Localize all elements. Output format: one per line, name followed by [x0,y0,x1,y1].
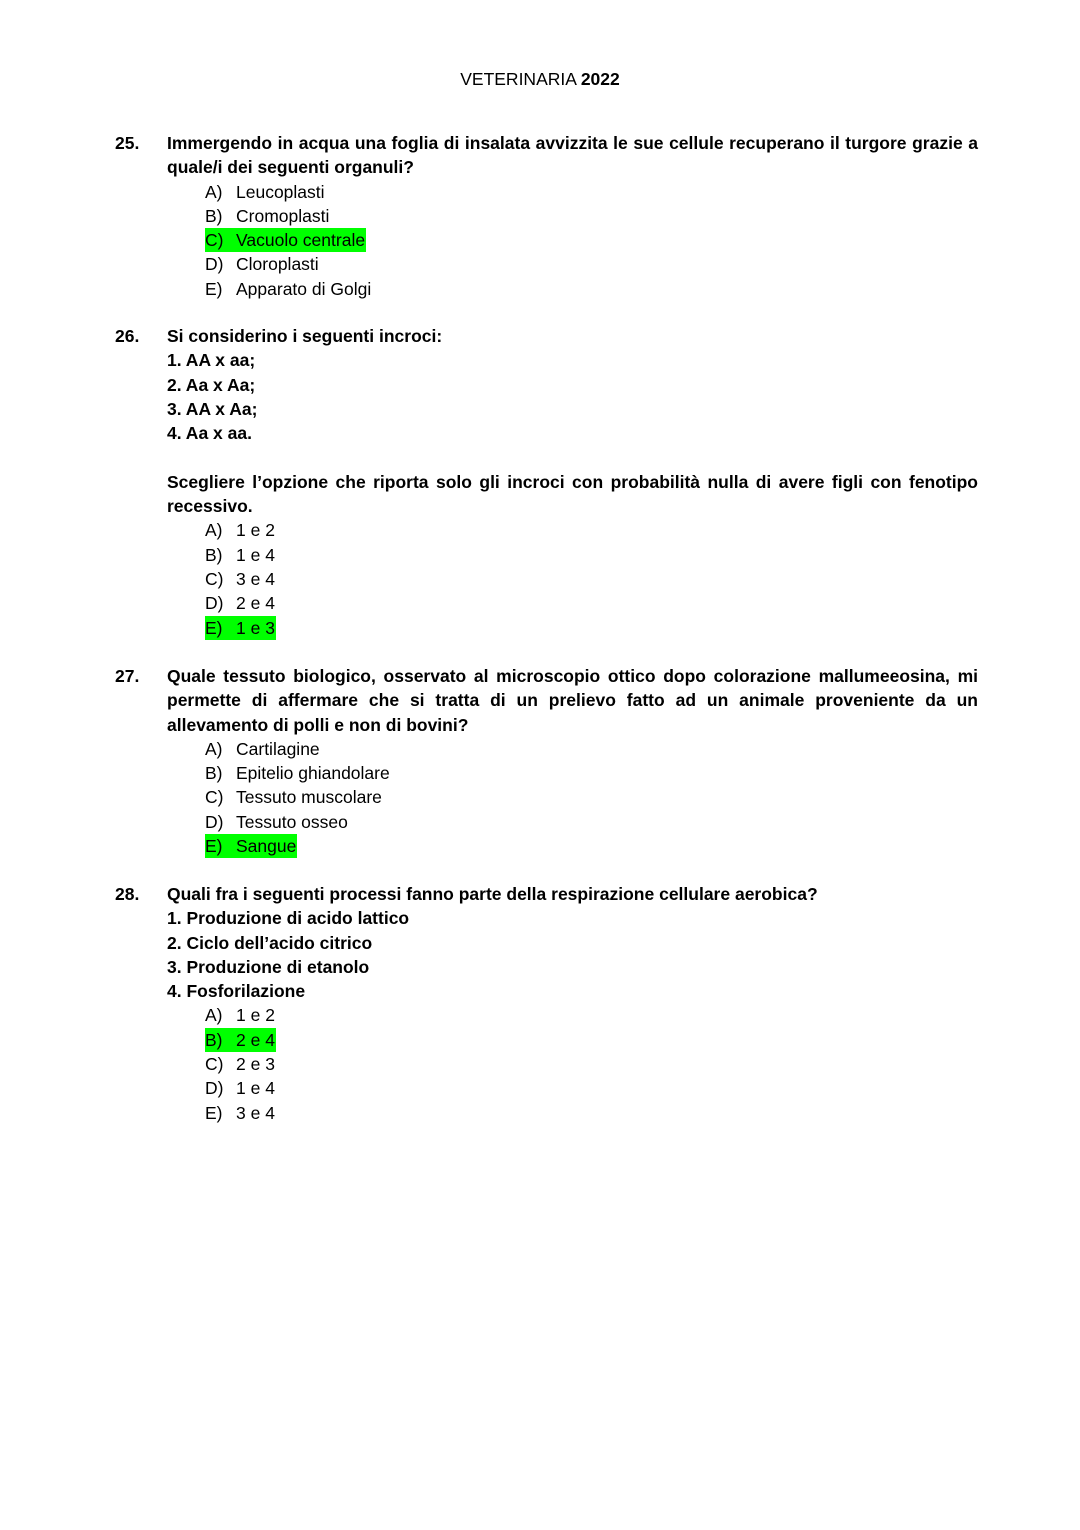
option-text: 2 e 4 [236,1029,275,1050]
option-text: 1 e 4 [236,544,275,565]
cross-item: 1. AA x aa; [167,350,256,371]
option-text: Sangue [236,836,297,857]
question-text: Si considerino i seguenti incroci: [167,326,443,346]
option-letter: B) [205,763,223,784]
option-a[interactable] [205,180,978,204]
process-item: 1. Produzione di acido lattico [167,908,410,929]
option-a[interactable] [205,1003,978,1027]
option-letter: A) [205,1005,223,1026]
option-letter: D) [205,811,224,832]
option-text: 2 e 4 [236,593,275,614]
option-letter: B) [205,205,223,226]
question-text: Quale tessuto biologico, osservato al microscopio ottico dopo colorazione mallumeeosina, mi permette di affermare che si tratta di un prelievo fatto ad un animale proveniente da un allevamento di polli e non di bovini? [167,666,978,735]
option-letter: B) [205,1029,223,1050]
question-27 [115,664,980,858]
option-text: Tessuto osseo [236,811,348,832]
question-text: Immergendo in acqua una foglia di insalata avvizzita le sue cellule recuperano il turgore grazie a quale/i dei seguenti organuli? [167,133,978,178]
option-letter: E) [205,1102,223,1123]
option-c[interactable] [205,785,978,809]
option-b[interactable] [205,761,978,785]
option-c[interactable] [205,1052,978,1076]
question-25 [115,131,980,301]
spacer [167,445,978,469]
option-text: 1 e 3 [236,617,275,638]
option-text: Vacuolo centrale [236,230,366,251]
question-number: 25. [115,133,140,153]
option-text: Cloroplasti [236,254,319,275]
option-letter: A) [205,520,223,541]
page-header [0,67,1080,91]
options-list [205,180,978,301]
process-item: 3. Produzione di etanolo [167,956,370,977]
option-e[interactable] [205,616,978,640]
option-c[interactable] [205,228,978,252]
option-letter: E) [205,836,223,857]
option-text: 1 e 2 [236,520,275,541]
option-text: Epitelio ghiandolare [236,763,390,784]
header-year: 2022 [580,69,620,89]
option-letter: C) [205,230,224,251]
question-28 [115,882,980,1125]
option-text: Apparato di Golgi [236,278,372,299]
option-a[interactable] [205,518,978,542]
option-e[interactable] [205,277,978,301]
option-text: Tessuto muscolare [236,787,382,808]
option-text: 3 e 4 [236,568,275,589]
option-letter: C) [205,568,224,589]
option-d[interactable] [205,252,978,276]
cross-item: 4. Aa x aa. [167,423,252,444]
option-text: 1 e 4 [236,1078,275,1099]
option-e[interactable] [205,1101,978,1125]
question-number: 26. [115,326,140,346]
option-d[interactable] [205,810,978,834]
option-letter: C) [205,1054,224,1075]
option-letter: B) [205,544,223,565]
option-letter: A) [205,738,223,759]
option-text: Leucoplasti [236,181,325,202]
cross-item: 3. AA x Aa; [167,398,258,419]
option-d[interactable] [205,1076,978,1100]
cross-item: 2. Aa x Aa; [167,374,256,395]
process-item: 2. Ciclo dell’acido citrico [167,932,373,953]
question-instruction: Scegliere l’opzione che riporta solo gli incroci con probabilità nulla di avere figli con fenotipo recessivo. [167,471,978,517]
option-letter: D) [205,1078,224,1099]
option-text: 1 e 2 [236,1005,275,1026]
header-title: VETERINARIA [460,69,576,89]
question-number: 27. [115,666,140,686]
option-c[interactable] [205,567,978,591]
option-d[interactable] [205,591,978,615]
option-b[interactable] [205,1028,978,1052]
option-letter: D) [205,254,224,275]
process-item: 4. Fosforilazione [167,981,306,1002]
question-text: Quali fra i seguenti processi fanno parte della respirazione cellulare aerobica? [167,884,818,904]
option-letter: E) [205,278,223,299]
option-letter: E) [205,617,223,638]
options-list [205,737,978,858]
options-list [205,1003,978,1124]
option-letter: A) [205,181,223,202]
option-text: Cromoplasti [236,205,330,226]
option-letter: D) [205,593,224,614]
question-26 [115,324,980,640]
option-text: Cartilagine [236,738,320,759]
option-letter: C) [205,787,224,808]
option-a[interactable] [205,737,978,761]
option-text: 2 e 3 [236,1054,275,1075]
option-e[interactable] [205,834,978,858]
question-number: 28. [115,884,140,904]
options-list [205,518,978,639]
option-b[interactable] [205,543,978,567]
option-text: 3 e 4 [236,1102,275,1123]
option-b[interactable] [205,204,978,228]
